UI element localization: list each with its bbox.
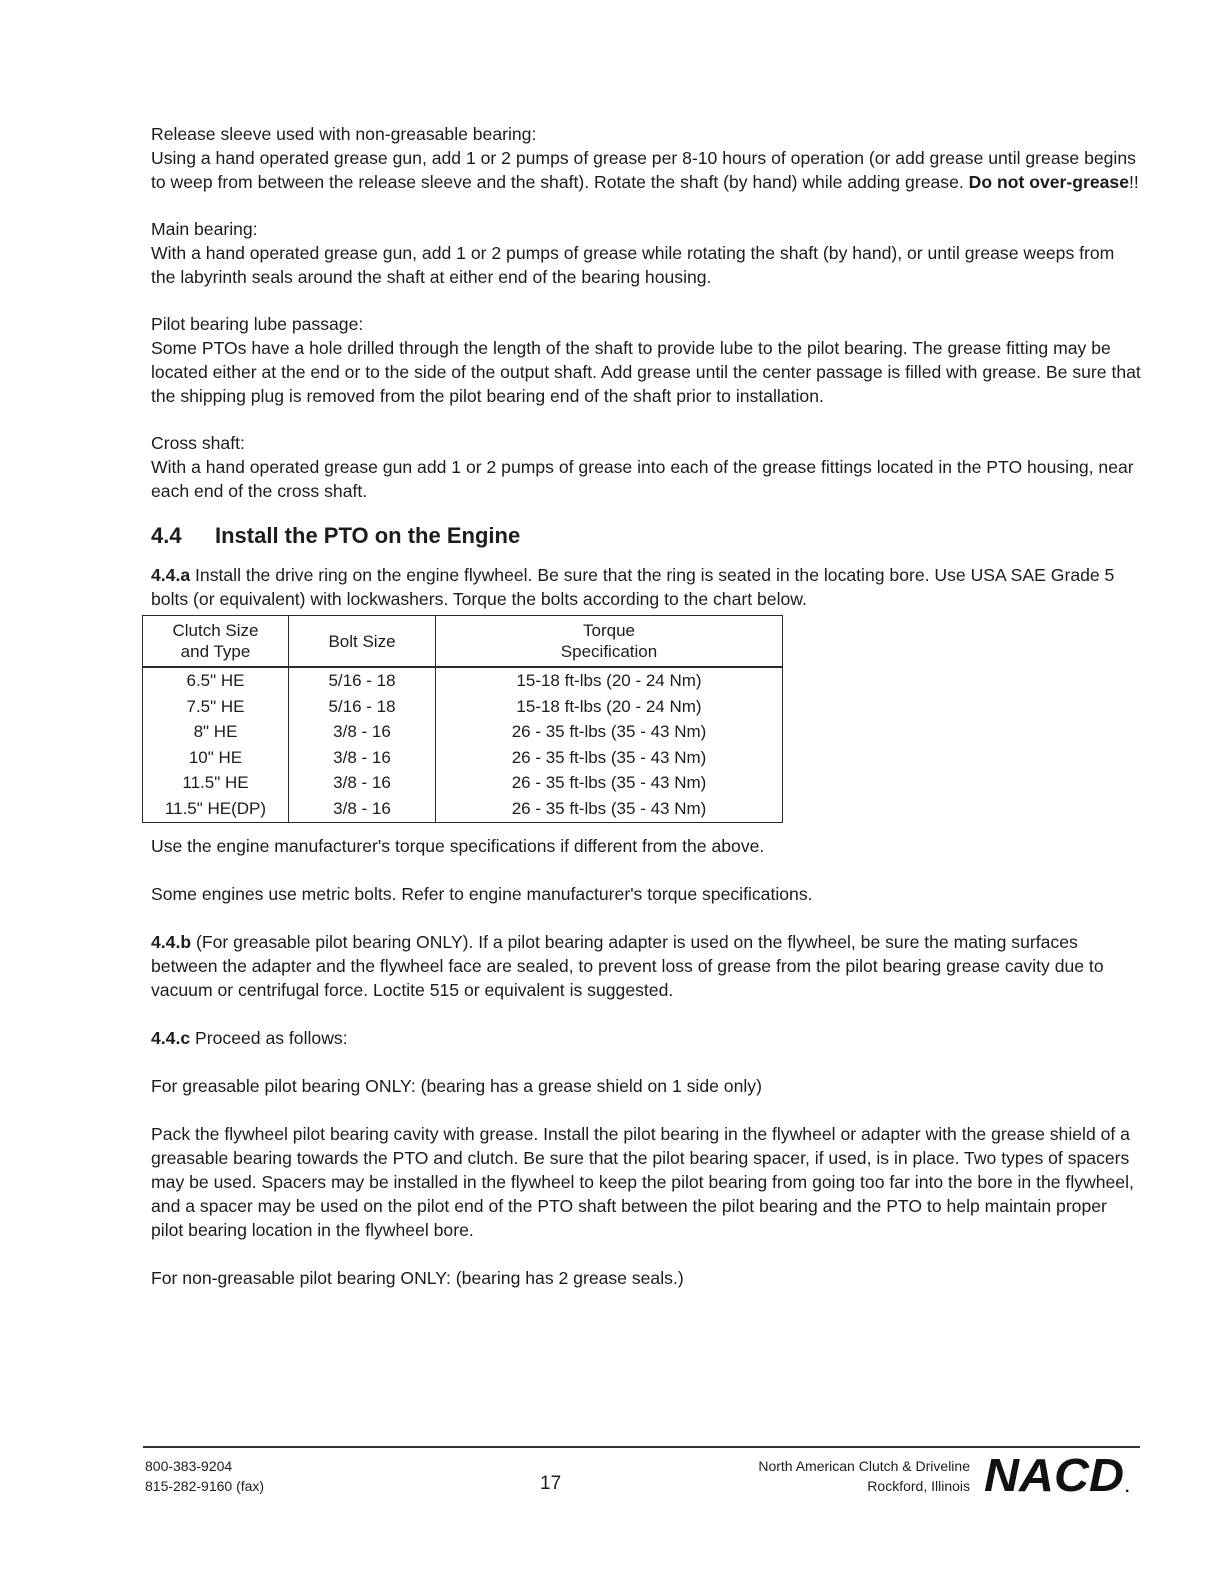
section-title: Install the PTO on the Engine xyxy=(215,523,521,548)
logo-text: NACD xyxy=(984,1451,1124,1497)
table-row xyxy=(143,667,783,694)
over-grease-warning: Do not over-grease xyxy=(968,172,1129,192)
manufacturer-specs-note: Use the engine manufacturer's torque specifications if different from the above. xyxy=(151,835,765,856)
cell-torque: 15-18 ft-lbs (20 - 24 Nm) xyxy=(436,667,783,694)
pilot-lube-heading: Pilot bearing lube passage: xyxy=(151,314,364,334)
cell-bolt: 3/8 - 16 xyxy=(289,745,436,771)
cell-torque: 26 - 35 ft-lbs (35 - 43 Nm) xyxy=(436,796,783,822)
header-bolt-size: Bolt Size xyxy=(289,616,436,668)
warning-tail: !! xyxy=(1128,172,1139,192)
torque-table-header-row xyxy=(143,616,783,668)
cell-clutch: 10" HE xyxy=(143,745,289,771)
cell-clutch: 11.5" HE xyxy=(143,770,289,796)
cell-torque: 26 - 35 ft-lbs (35 - 43 Nm) xyxy=(436,719,783,745)
release-sleeve-text: Using a hand operated grease gun, add 1 or 2 pumps of grease per 8-10 hours of operation (or add grease until grease begins to weep from between the release sleeve and the shaft). Rotate the shaft (by hand) while adding grease. xyxy=(151,148,1136,192)
cell-clutch: 11.5" HE(DP) xyxy=(143,796,289,822)
footer-company xyxy=(758,1456,970,1496)
step-b-label: 4.4.b xyxy=(151,931,192,952)
cell-torque: 26 - 35 ft-lbs (35 - 43 Nm) xyxy=(436,745,783,771)
table-row xyxy=(143,745,783,771)
step-c-text: Proceed as follows: xyxy=(190,1027,348,1048)
header-torque-line1: Torque xyxy=(583,621,635,640)
cell-bolt: 5/16 - 18 xyxy=(289,667,436,694)
header-clutch-line1: Clutch Size xyxy=(172,621,259,640)
step-4-4-c xyxy=(151,1026,1141,1050)
section-heading xyxy=(151,521,1141,551)
step-4-4-a xyxy=(151,563,1141,611)
release-sleeve-heading: Release sleeve used with non-greasable bearing: xyxy=(151,124,537,144)
footer-contact xyxy=(145,1456,264,1496)
cross-shaft-heading: Cross shaft: xyxy=(151,433,245,453)
greasable-heading: For greasable pilot bearing ONLY: (bearing has a grease shield on 1 side only) xyxy=(151,1075,762,1096)
step-b-text: (For greasable pilot bearing ONLY). If a pilot bearing adapter is used on the flywheel, be sure the mating surfaces between the adapter and the flywheel face are sealed, to prevent loss of grease from the pilot bearing grease cavity due to vacuum or centrifugal force. Loctite 515 or equivalent is suggested. xyxy=(151,931,1104,1000)
cell-torque: 15-18 ft-lbs (20 - 24 Nm) xyxy=(436,694,783,720)
header-clutch-size xyxy=(143,616,289,668)
logo-dot: . xyxy=(1125,1479,1130,1496)
header-clutch-line2: and Type xyxy=(180,642,251,661)
cell-bolt: 3/8 - 16 xyxy=(289,796,436,822)
step-c-label: 4.4.c xyxy=(151,1027,191,1048)
cell-bolt: 3/8 - 16 xyxy=(289,770,436,796)
table-row xyxy=(143,719,783,745)
main-bearing-heading: Main bearing: xyxy=(151,219,258,239)
table-row xyxy=(143,770,783,796)
header-torque-line2: Specification xyxy=(560,642,658,661)
cell-bolt: 5/16 - 18 xyxy=(289,694,436,720)
page-content xyxy=(151,122,1141,1290)
non-greasable-heading: For non-greasable pilot bearing ONLY: (bearing has 2 grease seals.) xyxy=(151,1267,684,1288)
step-a-label: 4.4.a xyxy=(151,565,191,585)
table-row xyxy=(143,694,783,720)
step-4-4-b xyxy=(151,930,1141,1002)
section-number: 4.4 xyxy=(151,523,182,548)
cell-clutch: 6.5" HE xyxy=(143,667,289,694)
footer-company-name: North American Clutch & Driveline xyxy=(758,1458,970,1474)
cross-shaft-body: With a hand operated grease gun add 1 or 2 pumps of grease into each of the grease fittings located in the PTO housing, near each end of the cross shaft. xyxy=(151,457,1134,501)
cell-torque: 26 - 35 ft-lbs (35 - 43 Nm) xyxy=(436,770,783,796)
footer-phone: 800-383-9204 xyxy=(145,1458,233,1474)
main-bearing-body: With a hand operated grease gun, add 1 or 2 pumps of grease while rotating the shaft (by hand), or until grease weeps from the labyrinth seals around the shaft at either end of the bearing housing. xyxy=(151,243,1115,287)
page-number: 17 xyxy=(540,1473,562,1494)
metric-bolts-note: Some engines use metric bolts. Refer to engine manufacturer's torque specifications. xyxy=(151,883,813,904)
cell-clutch: 7.5" HE xyxy=(143,694,289,720)
greasable-body: Pack the flywheel pilot bearing cavity with grease. Install the pilot bearing in the flywheel or adapter with the grease shield of a greasable bearing towards the PTO and clutch. Be sure that the pilot bearing spacer, if used, is in place. Two types of spacers may be used. Spacers may be installed in the flywheel to keep the pilot bearing from going too far into the bore in the flywheel, and a spacer may be used on the pilot end of the PTO shaft between the pilot bearing and the PTO to help maintain proper pilot bearing location in the flywheel bore. xyxy=(151,1123,1134,1240)
footer-divider xyxy=(143,1446,1140,1448)
table-row xyxy=(143,796,783,822)
cell-bolt: 3/8 - 16 xyxy=(289,719,436,745)
release-sleeve-body xyxy=(151,146,1141,194)
torque-table xyxy=(142,615,783,823)
nacd-logo xyxy=(984,1451,1134,1497)
cell-clutch: 8" HE xyxy=(143,719,289,745)
header-torque-spec xyxy=(436,616,783,668)
footer-location: Rockford, Illinois xyxy=(867,1478,970,1494)
step-a-text: Install the drive ring on the engine flywheel. Be sure that the ring is seated in the locating bore. Use USA SAE Grade 5 bolts (or equivalent) with lockwashers. Torque the bolts according to the chart below. xyxy=(151,565,1115,609)
pilot-lube-body: Some PTOs have a hole drilled through the length of the shaft to provide lube to the pilot bearing. The grease fitting may be located either at the end or to the side of the output shaft. Add grease until the center passage is filled with grease. Be sure that the shipping plug is removed from the pilot bearing end of the shaft prior to installation. xyxy=(151,338,1141,406)
footer-fax: 815-282-9160 (fax) xyxy=(145,1478,265,1494)
